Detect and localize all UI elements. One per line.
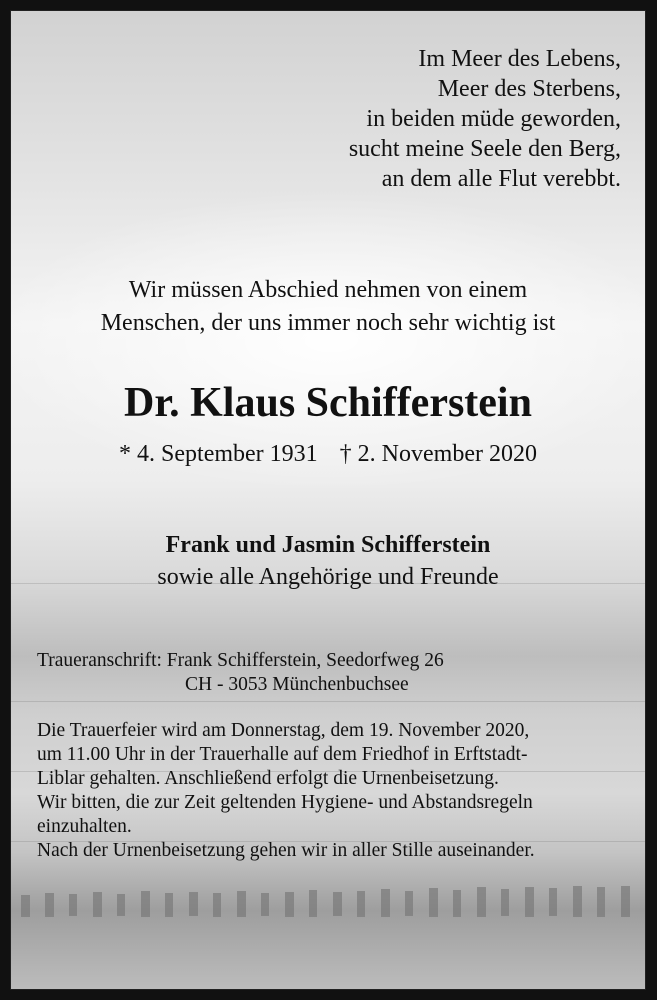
- notice-line: Wir bitten, die zur Zeit geltenden Hygiene- und Abstandsregeln: [37, 792, 533, 813]
- poem-line: in beiden müde geworden,: [366, 106, 621, 132]
- mourning-address: [37, 649, 444, 697]
- obituary-card: [10, 10, 646, 990]
- address-line: CH - 3053 Münchenbuchsee: [185, 674, 409, 695]
- intro-line: Menschen, der uns immer noch sehr wichtig ist: [100, 310, 556, 336]
- poem-line: sucht meine Seele den Berg,: [348, 136, 621, 162]
- notice-line: einzuhalten.: [37, 816, 132, 837]
- life-dates: [11, 439, 645, 469]
- intro-line: Wir müssen Abschied nehmen von einem: [128, 277, 528, 303]
- funeral-notice: [37, 719, 535, 863]
- wave-line: [11, 701, 645, 702]
- notice-line: Die Trauerfeier wird am Donnerstag, dem 19. November 2020,: [37, 720, 530, 741]
- deceased-name: Dr. Klaus Schifferstein: [124, 380, 532, 426]
- death-date: † 2. November 2020: [339, 441, 537, 467]
- groynes-image: [11, 881, 645, 921]
- poem-line: Meer des Sterbens,: [437, 76, 621, 102]
- notice-line: Nach der Urnenbeisetzung gehen wir in aller Stille auseinander.: [37, 840, 535, 861]
- poem-line: an dem alle Flut verebbt.: [381, 166, 621, 192]
- notice-line: um 11.00 Uhr in der Trauerhalle auf dem Friedhof in Erftstadt-: [37, 744, 528, 765]
- notice-line: Liblar gehalten. Anschließend erfolgt die Urnenbeisetzung.: [37, 768, 499, 789]
- address-line: Traueranschrift: Frank Schifferstein, Seedorfweg 26: [37, 650, 444, 671]
- poem: [349, 44, 621, 194]
- relatives-line: sowie alle Angehörige und Freunde: [157, 564, 499, 590]
- intro-text: [11, 274, 645, 340]
- birth-date: * 4. September 1931: [119, 441, 318, 467]
- poem-line: Im Meer des Lebens,: [418, 46, 621, 72]
- family-names: Frank und Jasmin Schifferstein: [165, 532, 491, 558]
- mourners: [11, 529, 645, 593]
